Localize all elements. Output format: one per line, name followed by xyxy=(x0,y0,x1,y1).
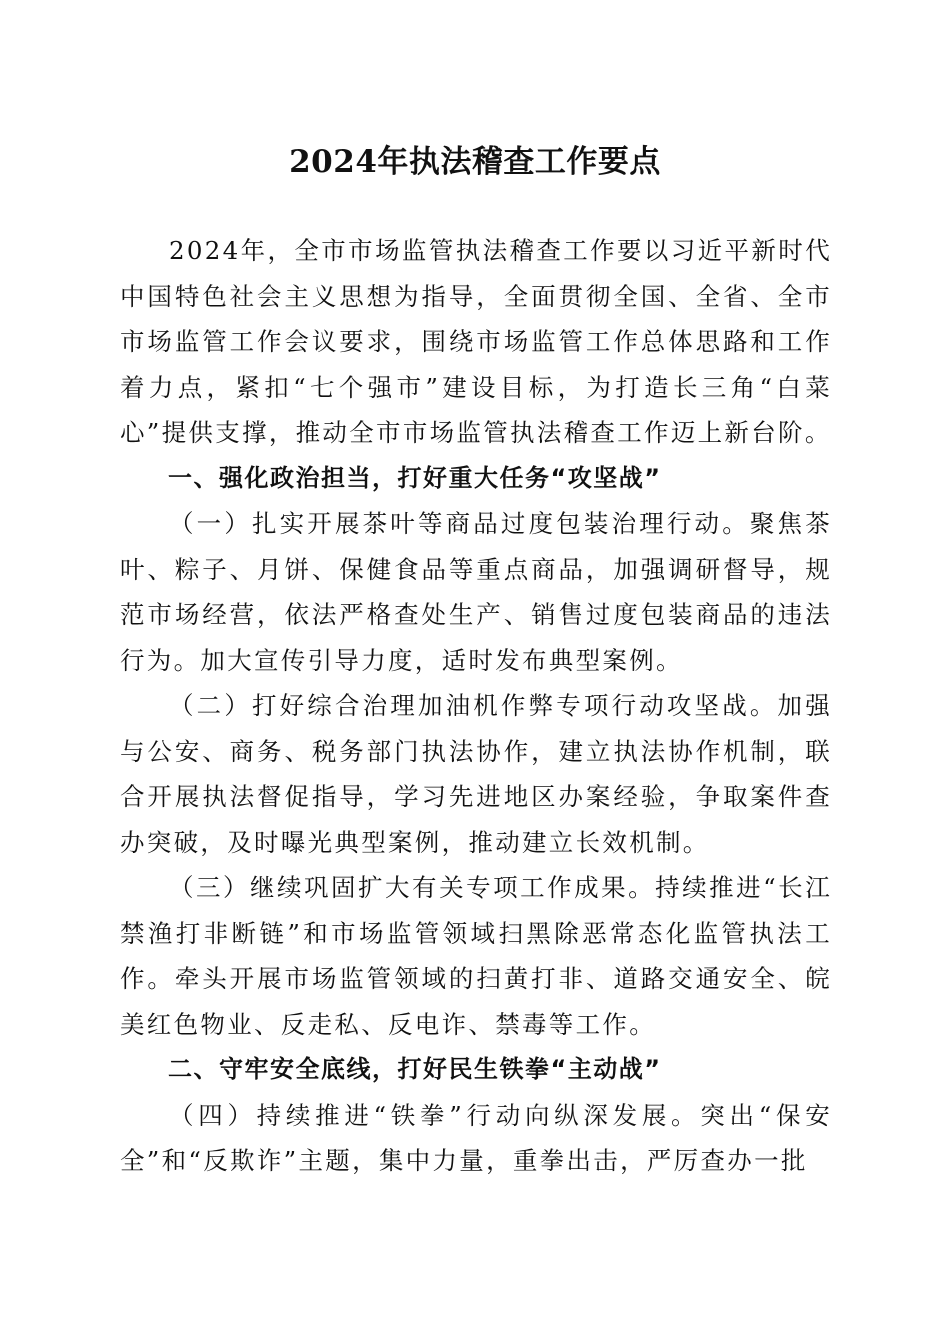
section-2-heading: 二、守牢安全底线，打好民生铁拳“主动战” xyxy=(168,1055,662,1083)
document-title: 2024年执法稽查工作要点 xyxy=(289,144,661,180)
intro-paragraph: 2024年，全市市场监管执法稽查工作要以习近平新时代中国特色社会主义思想为指导，全面贯彻全国、全省、全市市场监管工作会议要求，围绕市场监管工作总体思路和工作着力点，紧扣“七个强市”建设目标，为打造长三角“白菜心”提供支撑，推动全市市场监管执法稽查工作迈上新台阶。 xyxy=(120,236,832,447)
item-3-paragraph: （三）继续巩固扩大有关专项工作成果。持续推进“长江禁渔打非断链”和市场监管领域扫黑除恶常态化监管执法工作。牵头开展市场监管领域的扫黄打非、道路交通安全、皖美红色物业、反走私、反电诈、禁毒等工作。 xyxy=(120,873,832,1039)
item-1-paragraph: （一）扎实开展茶叶等商品过度包装治理行动。聚焦茶叶、粽子、月饼、保健食品等重点商品，加强调研督导，规范市场经营，依法严格查处生产、销售过度包装商品的违法行为。加大宣传引导力度，适时发布典型案例。 xyxy=(120,509,832,675)
item-2-paragraph: （二）打好综合治理加油机作弊专项行动攻坚战。加强与公安、商务、税务部门执法协作，建立执法协作机制，联合开展执法督促指导，学习先进地区办案经验，争取案件查办突破，及时曝光典型案例，推动建立长效机制。 xyxy=(120,691,832,857)
document-body xyxy=(120,228,832,1184)
section-1-heading: 一、强化政治担当，打好重大任务“攻坚战” xyxy=(168,463,662,492)
item-4-paragraph: （四）持续推进“铁拳”行动向纵深发展。突出“保安全”和“反欺诈”主题，集中力量，重拳出击，严厉查办一批 xyxy=(120,1100,832,1175)
